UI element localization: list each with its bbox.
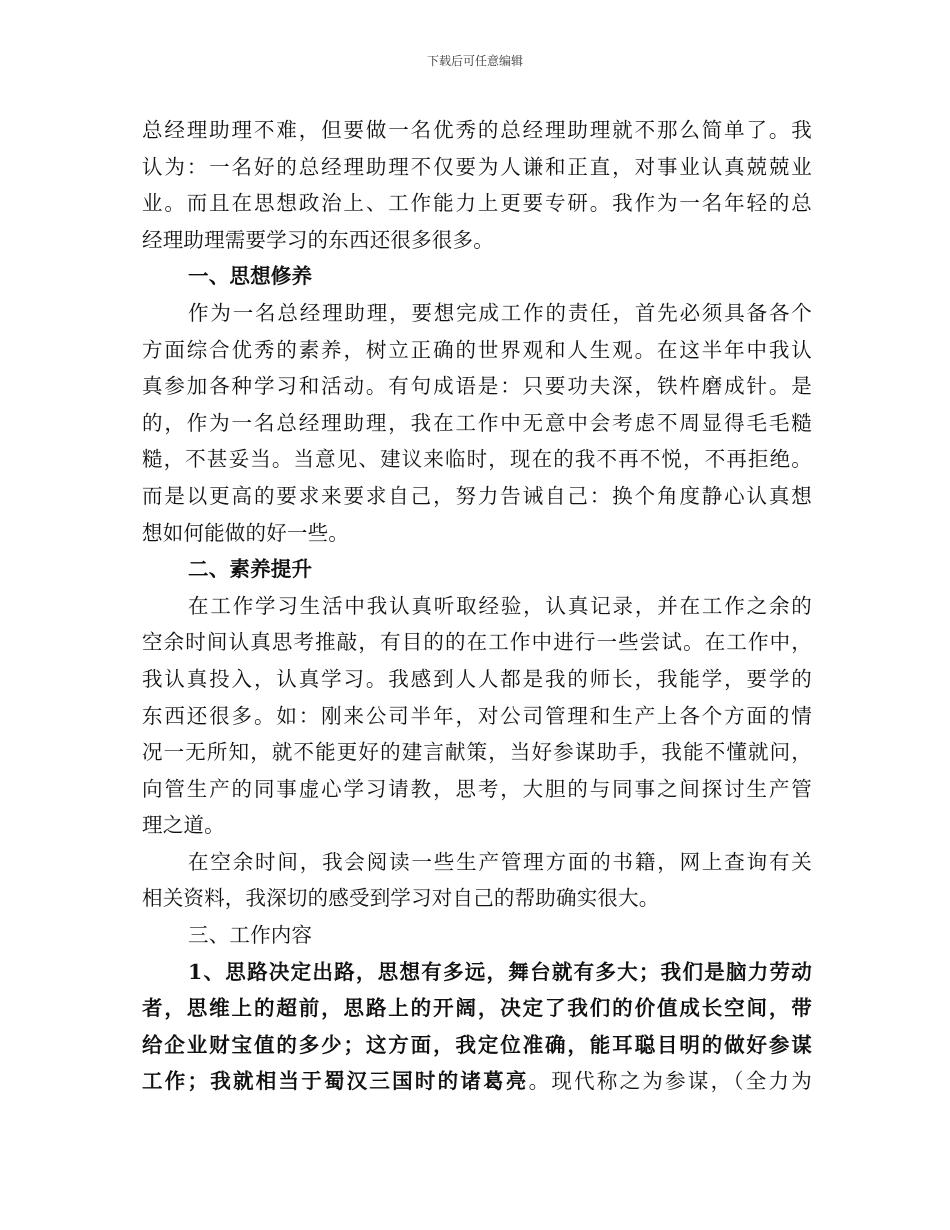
text-line: 我认真投入，认真学习。我感到人人都是我的师长，我能学，要学的 bbox=[142, 666, 812, 691]
text-line-mixed bbox=[142, 1063, 812, 1100]
text-line: 作为一名总经理助理，要想完成工作的责任，首先必须具备各个 bbox=[188, 300, 812, 325]
page-header: 下载后可任意编辑 bbox=[426, 54, 523, 68]
text-line: 给企业财宝值的多少；这方面，我定位准确，能耳聪目明的做好参谋 bbox=[142, 1032, 812, 1057]
text-line: 总经理助理不难，但要做一名优秀的总经理助理就不那么简单了。我 bbox=[142, 118, 812, 142]
text-line: 1、思路决定出路，思想有多远，舞台就有多大；我们是脑力劳动 bbox=[188, 959, 812, 984]
text-line: 东西还很多。如：刚来公司半年，对公司管理和生产上各个方面的情 bbox=[142, 703, 812, 728]
section-heading-2: 二、素养提升 bbox=[188, 557, 313, 582]
intro-paragraph bbox=[142, 112, 812, 258]
text-line: 相关资料，我深切的感受到学习对自己的帮助确实很大。 bbox=[142, 886, 660, 911]
text-line: 况一无所知，就不能更好的建言献策，当好参谋助手，我能不懂就问， bbox=[142, 740, 812, 765]
text-line: 向管生产的同事虚心学习请教，思考，大胆的与同事之间探讨生产管 bbox=[142, 776, 812, 801]
text-line: 理之道。 bbox=[142, 813, 225, 838]
text-line: 业。而且在思想政治上、工作能力上更要专研。我作为一名年轻的总 bbox=[142, 191, 812, 216]
section2-paragraph-1 bbox=[142, 588, 812, 844]
text-line: 者，思维上的超前，思路上的开阔，决定了我们的价值成长空间，带 bbox=[142, 996, 812, 1021]
section-heading-1: 一、思想修养 bbox=[188, 264, 313, 289]
section1-paragraph bbox=[142, 295, 812, 551]
text-line: 方面综合优秀的素养，树立正确的世界观和人生观。在这半年中我认 bbox=[142, 337, 812, 362]
text-line: 想如何能做的好一些。 bbox=[142, 520, 349, 545]
text-line: 真参加各种学习和活动。有句成语是：只要功夫深，铁杵磨成针。是 bbox=[142, 374, 812, 399]
bold-run: 工作；我就相当于蜀汉三国时的诸葛亮 bbox=[142, 1069, 529, 1094]
section3-paragraph bbox=[142, 954, 812, 1100]
section-heading-3: 三、工作内容 bbox=[188, 923, 313, 948]
text-line: 认为：一名好的总经理助理不仅要为人谦和正直，对事业认真兢兢业 bbox=[142, 154, 812, 179]
text-line: 糙，不甚妥当。当意见、建议来临时，现在的我不再不悦，不再拒绝。 bbox=[142, 447, 812, 472]
normal-run: 。现代称之为参谋，（全力为 bbox=[528, 1069, 812, 1094]
text-line: 的，作为一名总经理助理，我在工作中无意中会考虑不周显得毛毛糙 bbox=[142, 410, 812, 435]
text-line: 在工作学习生活中我认真听取经验，认真记录，并在工作之余的 bbox=[188, 593, 812, 618]
text-line: 而是以更高的要求来要求自己，努力告诫自己：换个角度静心认真想 bbox=[142, 483, 812, 508]
document-body bbox=[142, 112, 812, 1100]
text-line: 空余时间认真思考推敲，有目的的在工作中进行一些尝试。在工作中， bbox=[142, 630, 812, 655]
section2-paragraph-2 bbox=[142, 844, 812, 917]
text-line: 经理助理需要学习的东西还很多很多。 bbox=[142, 227, 494, 252]
text-line: 在空余时间，我会阅读一些生产管理方面的书籍，网上查询有关 bbox=[188, 849, 812, 874]
